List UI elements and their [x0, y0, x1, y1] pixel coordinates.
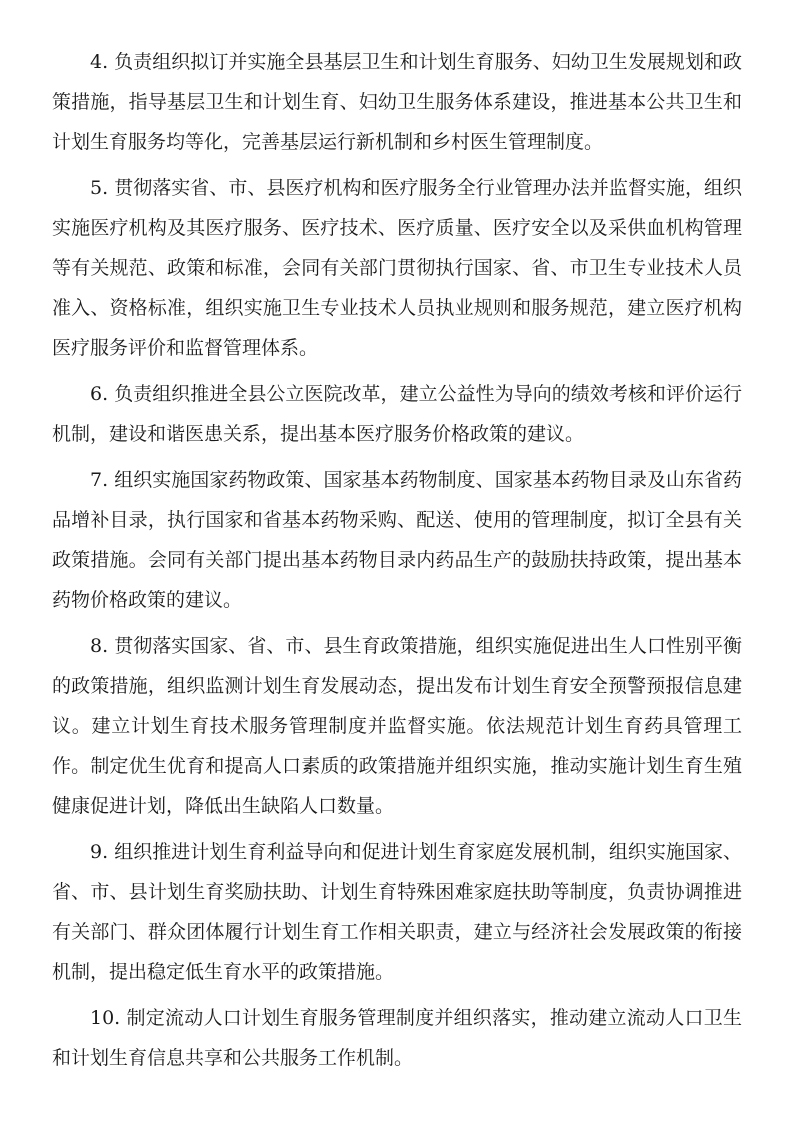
paragraph-item-10: 10. 制定流动人口计划生育服务管理制度并组织落实，推动建立流动人口卫生和计划生育信息共享和公共服务工作机制。 [52, 1007, 742, 1069]
paragraph-item-9: 9. 组织推进计划生育利益导向和促进计划生育家庭发展机制，组织实施国家、省、市、县计划生育奖励扶助、计划生育特殊困难家庭扶助等制度，负责协调推进有关部门、群众团体履行计划生育工作相关职责，建立与经济社会发展政策的衔接机制，提出稳定低生育水平的政策措施。 [52, 841, 742, 983]
paragraph-item-8: 8. 贯彻落实国家、省、市、县生育政策措施，组织实施促进出生人口性别平衡的政策措施，组织监测计划生育发展动态，提出发布计划生育安全预警预报信息建议。建立计划生育技术服务管理制度并监督实施。依法规范计划生育药具管理工作。制定优生优育和提高人口素质的政策措施并组织实施，推动实施计划生育生殖健康促进计划，降低出生缺陷人口数量。 [52, 635, 742, 817]
paragraph-item-6: 6. 负责组织推进全县公立医院改革，建立公益性为导向的绩效考核和评价运行机制，建设和谐医患关系，提出基本医疗服务价格政策的建议。 [52, 383, 742, 445]
paragraph-item-4: 4. 负责组织拟订并实施全县基层卫生和计划生育服务、妇幼卫生发展规划和政策措施，指导基层卫生和计划生育、妇幼卫生服务体系建设，推进基本公共卫生和计划生育服务均等化，完善基层运行新机制和乡村医生管理制度。 [52, 51, 742, 153]
document-body [52, 42, 742, 1084]
paragraph-item-7: 7. 组织实施国家药物政策、国家基本药物制度、国家基本药物目录及山东省药品增补目录，执行国家和省基本药物采购、配送、使用的管理制度，拟订全县有关政策措施。会同有关部门提出基本药物目录内药品生产的鼓励扶持政策，提出基本药物价格政策的建议。 [52, 469, 742, 611]
paragraph-item-5: 5. 贯彻落实省、市、县医疗机构和医疗服务全行业管理办法并监督实施，组织实施医疗机构及其医疗服务、医疗技术、医疗质量、医疗安全以及采供血机构管理等有关规范、政策和标准，会同有关部门贯彻执行国家、省、市卫生专业技术人员准入、资格标准，组织实施卫生专业技术人员执业规则和服务规范，建立医疗机构医疗服务评价和监督管理体系。 [52, 177, 742, 359]
